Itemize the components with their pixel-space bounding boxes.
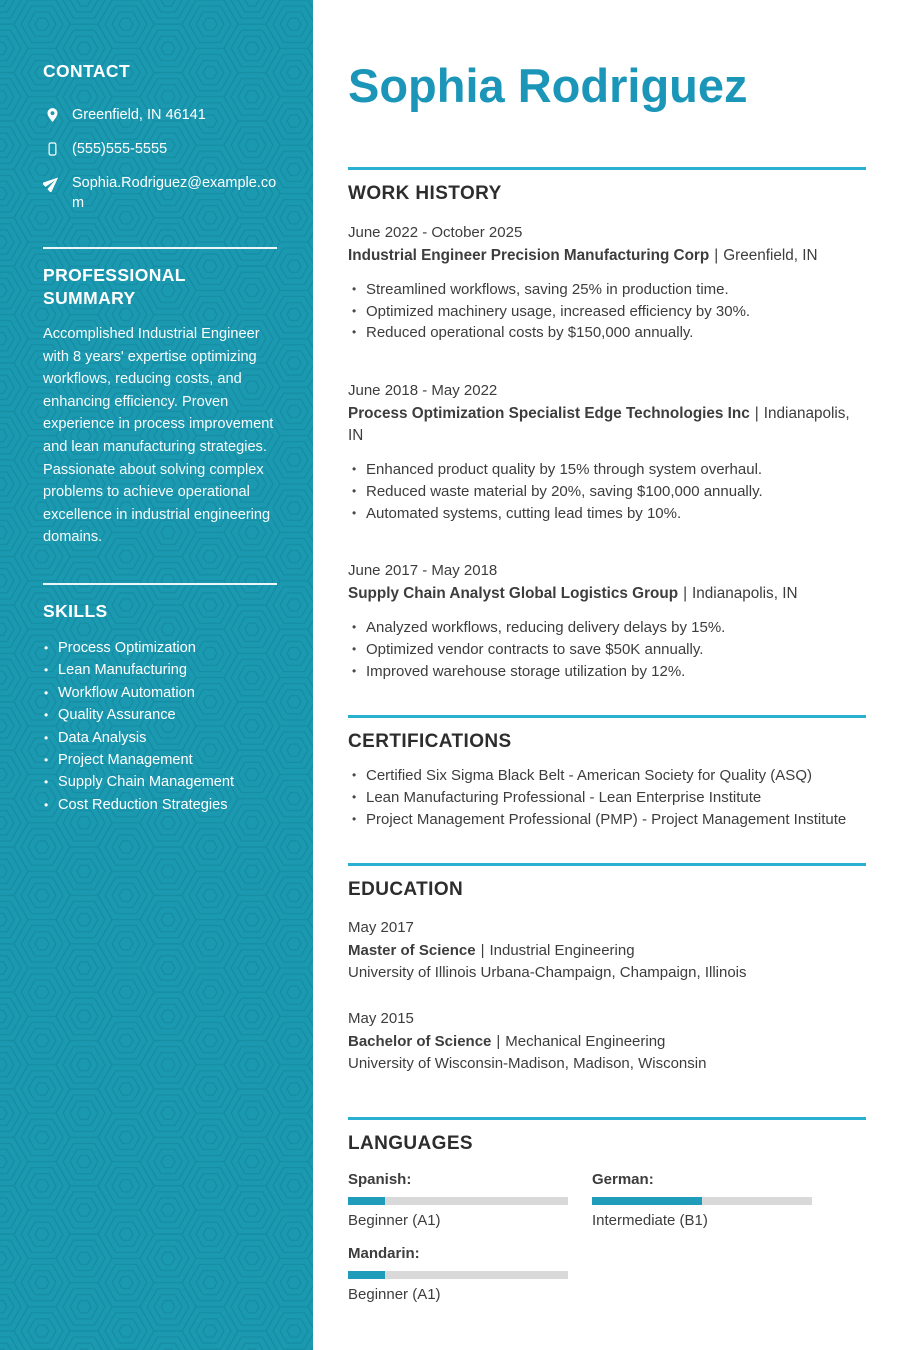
education-school: University of Illinois Urbana-Champaign, Champaign, Illinois — [348, 964, 747, 982]
certifications-list — [348, 765, 866, 830]
language-item — [348, 1170, 592, 1231]
skill-item: • Lean Manufacturing — [43, 660, 277, 681]
language-progress-fill — [348, 1271, 385, 1279]
degree-separator: | — [496, 1032, 501, 1050]
certifications-section — [348, 715, 866, 830]
job-title-line — [348, 245, 866, 267]
education-entry — [348, 917, 866, 984]
contact-item-phone — [43, 139, 277, 159]
section-divider — [348, 715, 866, 718]
languages-grid — [348, 1170, 866, 1305]
job-bullet: • Optimized machinery usage, increased efficiency by 30%. — [348, 301, 866, 323]
skill-item: • Cost Reduction Strategies — [43, 795, 277, 816]
location-pin-icon — [43, 105, 61, 124]
skill-item: • Project Management — [43, 750, 277, 771]
sidebar — [0, 0, 313, 1350]
language-level: Beginner (A1) — [348, 1286, 441, 1304]
education-section — [348, 863, 866, 1075]
degree-separator: | — [480, 941, 485, 959]
job-bullet: • Analyzed workflows, reducing delivery delays by 15%. — [348, 617, 866, 639]
education-date: May 2017 — [348, 919, 414, 937]
sidebar-divider — [43, 583, 277, 585]
phone-icon — [43, 139, 61, 158]
job-entry — [348, 560, 866, 682]
contact-email-text: Sophia.Rodriguez@example.com — [72, 175, 277, 211]
language-name: German: — [592, 1171, 654, 1189]
job-bullet-list — [348, 459, 866, 524]
job-title: Supply Chain Analyst Global Logistics Group — [348, 585, 679, 603]
contact-list — [43, 105, 277, 213]
job-title: Process Optimization Specialist Edge Technologies Inc — [348, 405, 750, 423]
skill-item: • Data Analysis — [43, 728, 277, 749]
job-dates: June 2018 - May 2022 — [348, 382, 498, 400]
skills-list — [43, 638, 277, 816]
job-bullet: • Optimized vendor contracts to save $50K annually. — [348, 639, 866, 661]
job-location: Indianapolis, IN — [348, 405, 850, 445]
send-icon — [43, 173, 61, 192]
certification-item: • Project Management Professional (PMP) - Project Management Institute — [348, 809, 866, 831]
work-history-section — [348, 167, 866, 682]
job-dates: June 2017 - May 2018 — [348, 562, 498, 580]
sidebar-content — [0, 0, 313, 857]
title-separator: | — [754, 405, 759, 423]
contact-location-text: Greenfield, IN 46141 — [72, 107, 206, 123]
person-name: Sophia Rodriguez — [348, 59, 748, 112]
certifications-heading: CERTIFICATIONS — [348, 731, 512, 753]
language-level: Intermediate (B1) — [592, 1212, 708, 1230]
education-degree-line — [348, 940, 866, 962]
job-bullet: • Improved warehouse storage utilization by 12%. — [348, 661, 866, 683]
skill-item: • Quality Assurance — [43, 705, 277, 726]
professional-summary-heading: PROFESSIONAL SUMMARY — [43, 265, 186, 308]
job-title-line — [348, 583, 866, 605]
language-progress-fill — [592, 1197, 702, 1205]
professional-summary-section — [43, 264, 277, 549]
job-title-line — [348, 403, 866, 447]
contact-phone-text: (555)555-5555 — [72, 141, 168, 157]
professional-summary-text: Accomplished Industrial Engineer with 8 years' expertise optimizing workflows, reducing costs, and enhancing efficiency. Proven experience in process improvement and lean manufacturing strategies. Passionate about solving complex problems to achieve operational excellence in industrial engineering domains. — [43, 326, 274, 546]
job-title: Industrial Engineer Precision Manufacturing Corp — [348, 247, 710, 264]
education-field: Mechanical Engineering — [505, 1032, 666, 1050]
job-location: Indianapolis, IN — [692, 585, 798, 603]
education-entry — [348, 1008, 866, 1075]
certification-item: • Lean Manufacturing Professional - Lean Enterprise Institute — [348, 787, 866, 809]
job-bullet-list — [348, 279, 866, 344]
work-history-heading: WORK HISTORY — [348, 183, 502, 204]
education-field: Industrial Engineering — [489, 941, 635, 959]
language-item — [592, 1170, 836, 1231]
education-degree: Bachelor of Science — [348, 1032, 492, 1050]
education-degree-line — [348, 1031, 866, 1053]
job-bullet-list — [348, 617, 866, 682]
language-name: Mandarin: — [348, 1245, 420, 1263]
section-divider — [348, 863, 866, 866]
job-bullet: • Automated systems, cutting lead times by 10%. — [348, 503, 866, 525]
contact-section — [43, 60, 277, 213]
skill-item: • Supply Chain Management — [43, 772, 277, 793]
skills-heading: SKILLS — [43, 600, 108, 621]
languages-section — [348, 1117, 866, 1305]
job-bullet: • Enhanced product quality by 15% through system overhaul. — [348, 459, 866, 481]
job-bullet: • Reduced waste material by 20%, saving $100,000 annually. — [348, 481, 866, 503]
main-column — [348, 0, 866, 1305]
contact-item-email — [43, 173, 277, 213]
language-name: Spanish: — [348, 1171, 412, 1189]
section-divider — [348, 167, 866, 170]
language-progress-track — [348, 1197, 568, 1205]
education-heading: EDUCATION — [348, 879, 464, 901]
languages-heading: LANGUAGES — [348, 1133, 473, 1155]
job-entry — [348, 380, 866, 524]
job-entry — [348, 222, 866, 344]
education-school: University of Wisconsin-Madison, Madison, Wisconsin — [348, 1054, 707, 1072]
contact-item-location — [43, 105, 277, 125]
certification-item: • Certified Six Sigma Black Belt - American Society for Quality (ASQ) — [348, 765, 866, 787]
education-date: May 2015 — [348, 1010, 414, 1028]
language-progress-fill — [348, 1197, 385, 1205]
job-location: Greenfield, IN — [723, 247, 818, 264]
language-item — [348, 1244, 592, 1305]
job-bullet: • Reduced operational costs by $150,000 annually. — [348, 322, 866, 344]
contact-heading: CONTACT — [43, 61, 131, 81]
sidebar-divider — [43, 247, 277, 249]
title-separator: | — [714, 247, 719, 264]
title-separator: | — [683, 585, 688, 603]
education-degree: Master of Science — [348, 941, 476, 959]
skills-section — [43, 600, 277, 816]
job-dates: June 2022 - October 2025 — [348, 224, 523, 241]
skill-item: • Process Optimization — [43, 638, 277, 659]
skill-item: • Workflow Automation — [43, 683, 277, 704]
language-level: Beginner (A1) — [348, 1212, 441, 1230]
language-progress-track — [348, 1271, 568, 1279]
job-bullet: • Streamlined workflows, saving 25% in production time. — [348, 279, 866, 301]
language-progress-track — [592, 1197, 812, 1205]
section-divider — [348, 1117, 866, 1120]
